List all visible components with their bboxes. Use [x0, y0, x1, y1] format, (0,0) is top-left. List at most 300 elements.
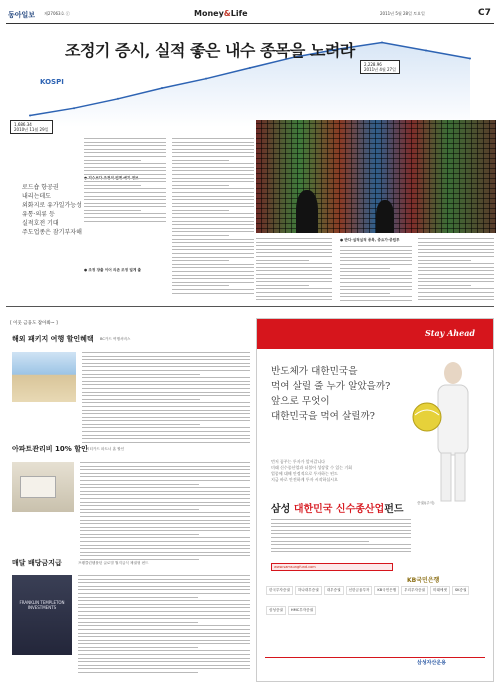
text-line: [82, 399, 200, 400]
text-line: [78, 582, 250, 583]
text-line: [271, 519, 411, 520]
article-column: [418, 238, 494, 303]
text-line: [82, 442, 250, 443]
newspaper-logo: 동아일보: [8, 11, 36, 19]
text-line: [172, 235, 229, 236]
text-line: [78, 593, 250, 594]
text-line: [256, 285, 309, 286]
text-line: [80, 530, 250, 531]
text-line: [256, 278, 332, 279]
text-line: [418, 256, 494, 257]
text-line: [82, 431, 250, 432]
text-line: [84, 156, 166, 157]
text-line: [80, 502, 250, 503]
text-line: [172, 149, 254, 150]
subhead-line: 실적호전 기대: [22, 220, 59, 227]
ad-copy-line: 먼저 꿈꾸는 투자가 앞서갑니다: [271, 459, 326, 464]
high-value: 2,228.96: [364, 62, 382, 67]
callout-high: [360, 60, 400, 74]
text-line: [271, 523, 411, 524]
text-line: [172, 145, 254, 146]
text-line: [256, 270, 332, 271]
text-line: [418, 267, 494, 268]
text-line: [82, 395, 250, 396]
text-line: [256, 256, 332, 257]
text-line: [84, 160, 141, 161]
text-line: [80, 473, 250, 474]
brand-suffix: 펀드: [384, 504, 404, 515]
section-amp: &: [223, 9, 231, 18]
text-line: [84, 221, 166, 222]
text-line: [418, 278, 494, 279]
text-line: [256, 252, 332, 253]
kospi-point: [469, 58, 471, 60]
text-line: [82, 377, 250, 378]
ad-question-line: 먹여 살릴 줄 누가 알았을까?: [271, 381, 391, 392]
ad-question-line: 앞으로 무엇이: [271, 396, 330, 407]
text-line: [271, 541, 369, 542]
text-line: [82, 392, 250, 393]
text-line: [78, 640, 250, 641]
feature-text: [80, 462, 250, 563]
text-line: [78, 665, 250, 666]
man-with-globe-illustration: [405, 355, 487, 505]
partner-logos: [265, 576, 485, 610]
text-line: [80, 559, 199, 560]
text-line: [80, 494, 250, 495]
text-line: [78, 647, 198, 648]
low-value: 1,686.34: [14, 122, 32, 127]
text-line: [80, 541, 250, 542]
feature-sub-fund: 프랭클린템플턴 글로벌 월지급식 채권형 펀드: [78, 561, 149, 565]
text-line: [172, 285, 229, 286]
text-line: [256, 299, 332, 300]
text-line: [172, 293, 254, 294]
section-divider: [6, 306, 494, 307]
text-line: [80, 487, 250, 488]
text-line: [84, 149, 166, 150]
text-line: [82, 381, 250, 382]
section-head: ● 반다·실적실적 종목, 중요가·중립투: [340, 238, 400, 242]
text-line: [84, 192, 166, 193]
text-line: [172, 188, 254, 189]
text-line: [271, 530, 411, 531]
kospi-point: [161, 87, 163, 89]
section-head: ● 조정 장출 이어 의존 조정 빌게 출: [84, 268, 142, 272]
text-line: [256, 242, 332, 243]
text-line: [78, 622, 198, 623]
headline: 조정기 증시, 실적 좋은 내수 종목을 노려라: [65, 41, 355, 60]
ad-brand-note: 증권/(주식): [417, 501, 435, 505]
text-line: [340, 296, 412, 297]
header-divider: [6, 23, 494, 24]
text-line: [172, 282, 254, 283]
page-number: C7: [478, 8, 491, 18]
text-line: [80, 548, 250, 549]
text-line: [256, 245, 332, 246]
text-line: [78, 589, 250, 590]
card-icon: [20, 476, 56, 498]
text-line: [172, 213, 254, 214]
kb-logo: KB국민은행: [407, 577, 440, 584]
text-line: [418, 249, 494, 250]
text-line: [84, 152, 166, 153]
text-line: [172, 239, 254, 240]
section-word-life: Life: [230, 9, 248, 18]
feature-sub-apartment: 씨티카드 파트너 홈 할인: [86, 447, 125, 451]
text-line: [172, 181, 254, 182]
text-line: [256, 263, 332, 264]
article-column: [84, 138, 166, 224]
text-line: [84, 203, 166, 204]
text-line: [256, 296, 332, 297]
text-line: [418, 245, 494, 246]
partner-logo: 삼성증권: [266, 606, 286, 615]
ad-copy-line: 업종에 대해 안정적으로 투자하는 펀드: [271, 471, 338, 476]
text-line: [80, 512, 250, 513]
text-line: [271, 526, 411, 527]
text-line: [172, 152, 254, 153]
kospi-point: [117, 98, 119, 100]
text-line: [82, 370, 250, 371]
partner-logo: 우리투자증권: [401, 586, 428, 595]
ad-copy: [271, 459, 411, 483]
text-line: [172, 260, 229, 261]
fund-caption: FRANKLIN TEMPLETON INVESTMENTS: [19, 600, 65, 610]
text-line: [172, 253, 254, 254]
partner-logo: 신한금융투자: [346, 586, 373, 595]
text-line: [78, 668, 250, 669]
text-line: [340, 278, 412, 279]
kospi-point: [73, 107, 75, 109]
article-subhead: [22, 183, 82, 237]
partner-logo: 한국투자증권: [266, 586, 293, 595]
text-line: [84, 181, 166, 182]
text-line: [271, 544, 411, 545]
subhead-line: 주도업종은 잠기부자해: [22, 229, 82, 236]
text-line: [172, 163, 254, 164]
text-line: [80, 484, 199, 485]
text-line: [340, 282, 412, 283]
page-header: [0, 0, 500, 26]
text-line: [82, 410, 250, 411]
text-line: [418, 296, 494, 297]
text-line: [172, 275, 254, 276]
text-line: [340, 275, 412, 276]
stock-board-photo: [256, 120, 496, 233]
text-line: [84, 185, 141, 186]
ad-divider: [265, 657, 485, 658]
text-line: [84, 217, 166, 218]
text-line: [84, 145, 166, 146]
ad-copy-line: 미래 신수종산업과 더불어 성장할 수 있는 기회: [271, 465, 353, 470]
low-date: 2010년 11월 29일: [14, 127, 49, 132]
text-line: [78, 615, 250, 616]
text-line: [271, 551, 411, 552]
text-line: [418, 242, 494, 243]
text-line: [172, 231, 254, 232]
text-line: [418, 299, 494, 300]
subhead-line: 로드숍 항공권: [22, 184, 59, 191]
text-line: [172, 170, 254, 171]
fund-photo: [12, 575, 72, 655]
text-line: [78, 575, 250, 576]
callout-low: [10, 120, 53, 134]
text-line: [340, 246, 412, 247]
text-line: [84, 196, 166, 197]
samsung-logo: 삼성자산운용: [417, 660, 446, 666]
partner-logo: KB국민은행: [374, 586, 399, 595]
text-line: [172, 267, 254, 268]
text-line: [172, 210, 229, 211]
text-line: [172, 142, 254, 143]
article-column: [256, 238, 332, 303]
text-line: [78, 611, 250, 612]
text-line: [172, 156, 254, 157]
text-line: [172, 246, 254, 247]
travel-photo: [12, 352, 76, 402]
text-line: [82, 406, 250, 407]
text-line: [172, 242, 254, 243]
text-line: [78, 618, 250, 619]
text-line: [172, 199, 254, 200]
text-line: [82, 417, 250, 418]
text-line: [172, 224, 254, 225]
text-line: [256, 249, 332, 250]
text-line: [82, 438, 250, 439]
text-line: [82, 402, 250, 403]
text-line: [82, 363, 250, 364]
text-line: [82, 359, 250, 360]
text-line: [82, 388, 250, 389]
text-line: [256, 292, 332, 293]
text-line: [172, 196, 254, 197]
text-line: [418, 281, 494, 282]
text-line: [256, 267, 332, 268]
text-line: [78, 636, 250, 637]
text-line: [80, 505, 250, 506]
text-line: [271, 537, 411, 538]
text-line: [78, 629, 250, 630]
text-line: [82, 420, 250, 421]
text-line: [84, 199, 166, 200]
text-line: [84, 174, 166, 175]
text-line: [271, 533, 411, 534]
article-column: [172, 138, 254, 296]
ad-question: [271, 364, 421, 424]
text-line: [340, 289, 412, 290]
ad-question-line: 대한민국을 먹여 살릴까?: [271, 411, 375, 422]
article-column: [340, 246, 412, 304]
text-line: [82, 356, 250, 357]
text-line: [82, 352, 250, 353]
text-line: [172, 192, 254, 193]
feature-title-travel: 해외 패키지 여행 할인혜택: [12, 335, 94, 343]
kospi-label: KOSPI: [40, 78, 64, 86]
text-line: [80, 555, 250, 556]
text-line: [418, 274, 494, 275]
text-line: [78, 597, 198, 598]
feature-sub-travel: BC카드 여행서비스: [100, 337, 131, 341]
text-line: [80, 534, 199, 535]
text-line: [84, 138, 166, 139]
text-line: [84, 206, 166, 207]
text-line: [82, 435, 250, 436]
text-line: [340, 268, 390, 269]
text-line: [172, 228, 254, 229]
partner-logo: HMC투자증권: [288, 606, 316, 615]
text-line: [80, 469, 250, 470]
text-line: [172, 138, 254, 139]
text-line: [172, 271, 254, 272]
person-silhouette: [296, 190, 318, 233]
subhead-line: 내리는데도: [22, 193, 51, 200]
subhead-line: 외화지로 유가일가능성: [22, 202, 82, 209]
text-line: [172, 185, 229, 186]
text-line: [82, 427, 250, 428]
text-line: [172, 264, 254, 265]
text-line: [172, 278, 254, 279]
text-line: [340, 300, 412, 301]
text-line: [172, 206, 254, 207]
text-line: [418, 260, 471, 261]
issue-number: 제27063호 ⓒ: [44, 11, 70, 16]
text-line: [340, 250, 412, 251]
ad-copy-line: 지금 바로 안전하게 투자 시작하십시오: [271, 477, 338, 482]
section-word-money: Money: [194, 9, 224, 18]
feature-label: [ 이웃 금융도 잡아봐~ ]: [10, 321, 58, 326]
partner-logo: 미래에셋: [430, 586, 450, 595]
text-line: [78, 625, 250, 626]
text-line: [256, 238, 332, 239]
text-line: [80, 480, 250, 481]
high-date: 2011년 4월 27일: [364, 67, 396, 72]
ad-slogan: Stay Ahead: [425, 328, 475, 338]
text-line: [82, 413, 250, 414]
text-line: [172, 289, 254, 290]
text-line: [256, 281, 332, 282]
brand-prefix: 삼성: [271, 504, 294, 515]
text-line: [418, 270, 494, 271]
text-line: [82, 374, 200, 375]
text-line: [340, 293, 390, 294]
text-line: [172, 249, 254, 250]
text-line: [78, 643, 250, 644]
text-line: [172, 203, 254, 204]
text-line: [82, 384, 250, 385]
feature-title-apartment: 아파트관리비 10% 할인: [12, 445, 88, 453]
text-line: [340, 264, 412, 265]
text-line: [340, 257, 412, 258]
text-line: [80, 552, 250, 553]
text-line: [172, 174, 254, 175]
text-line: [172, 257, 254, 258]
text-line: [80, 462, 250, 463]
text-line: [80, 527, 250, 528]
text-line: [418, 238, 494, 239]
text-line: [84, 178, 166, 179]
text-line: [256, 260, 309, 261]
text-line: [172, 160, 229, 161]
text-line: [418, 288, 494, 289]
publication-date: 2011년 5월 28일 토요일: [380, 11, 425, 16]
fund-advertisement[interactable]: [256, 318, 494, 682]
text-line: [340, 253, 412, 254]
text-line: [78, 579, 250, 580]
kospi-point: [249, 67, 251, 69]
text-line: [84, 142, 166, 143]
kospi-point: [381, 42, 383, 44]
text-line: [78, 600, 250, 601]
text-line: [78, 607, 250, 608]
ad-question-line: 반도체가 대한민국을: [271, 366, 358, 377]
text-line: [340, 271, 412, 272]
partner-logo: SK증권: [452, 586, 470, 595]
ad-website[interactable]: www.samsungfund.com: [271, 563, 393, 571]
ad-brand: [271, 500, 404, 515]
text-line: [172, 217, 254, 218]
text-line: [256, 274, 332, 275]
text-line: [80, 509, 199, 510]
text-line: [271, 548, 411, 549]
text-line: [82, 424, 200, 425]
text-line: [418, 263, 494, 264]
text-line: [80, 498, 250, 499]
person-silhouette: [376, 200, 394, 233]
text-line: [84, 163, 166, 164]
text-line: [256, 288, 332, 289]
text-line: [78, 654, 250, 655]
text-line: [80, 523, 250, 524]
text-line: [172, 167, 254, 168]
text-line: [78, 650, 250, 651]
kospi-point: [29, 114, 31, 116]
text-line: [84, 210, 141, 211]
text-line: [418, 252, 494, 253]
text-line: [418, 285, 471, 286]
text-line: [80, 491, 250, 492]
text-line: [84, 170, 166, 171]
text-line: [418, 292, 494, 293]
partner-logo: 대우증권: [324, 586, 344, 595]
feature-text: [82, 352, 250, 445]
kospi-point: [205, 78, 207, 80]
text-line: [78, 604, 250, 605]
text-line: [80, 545, 250, 546]
brand-main: 대한민국 신수종산업: [293, 504, 385, 515]
feature-text: [78, 575, 250, 676]
text-line: [80, 520, 250, 521]
text-line: [340, 260, 412, 261]
text-line: [84, 188, 166, 189]
partner-logo: 하나대투증권: [295, 586, 322, 595]
subhead-line: 유통·의류 등: [22, 211, 55, 218]
text-line: [80, 466, 250, 467]
text-line: [82, 366, 250, 367]
feature-title-fund: 매달 배당금지급: [12, 559, 62, 567]
text-line: [84, 167, 166, 168]
text-line: [80, 516, 250, 517]
ad-terms: [271, 519, 411, 555]
text-line: [78, 658, 250, 659]
text-line: [78, 672, 198, 673]
text-line: [80, 537, 250, 538]
text-line: [78, 661, 250, 662]
text-line: [340, 286, 412, 287]
section-title: [194, 9, 248, 18]
text-line: [80, 476, 250, 477]
kospi-point: [425, 49, 427, 51]
